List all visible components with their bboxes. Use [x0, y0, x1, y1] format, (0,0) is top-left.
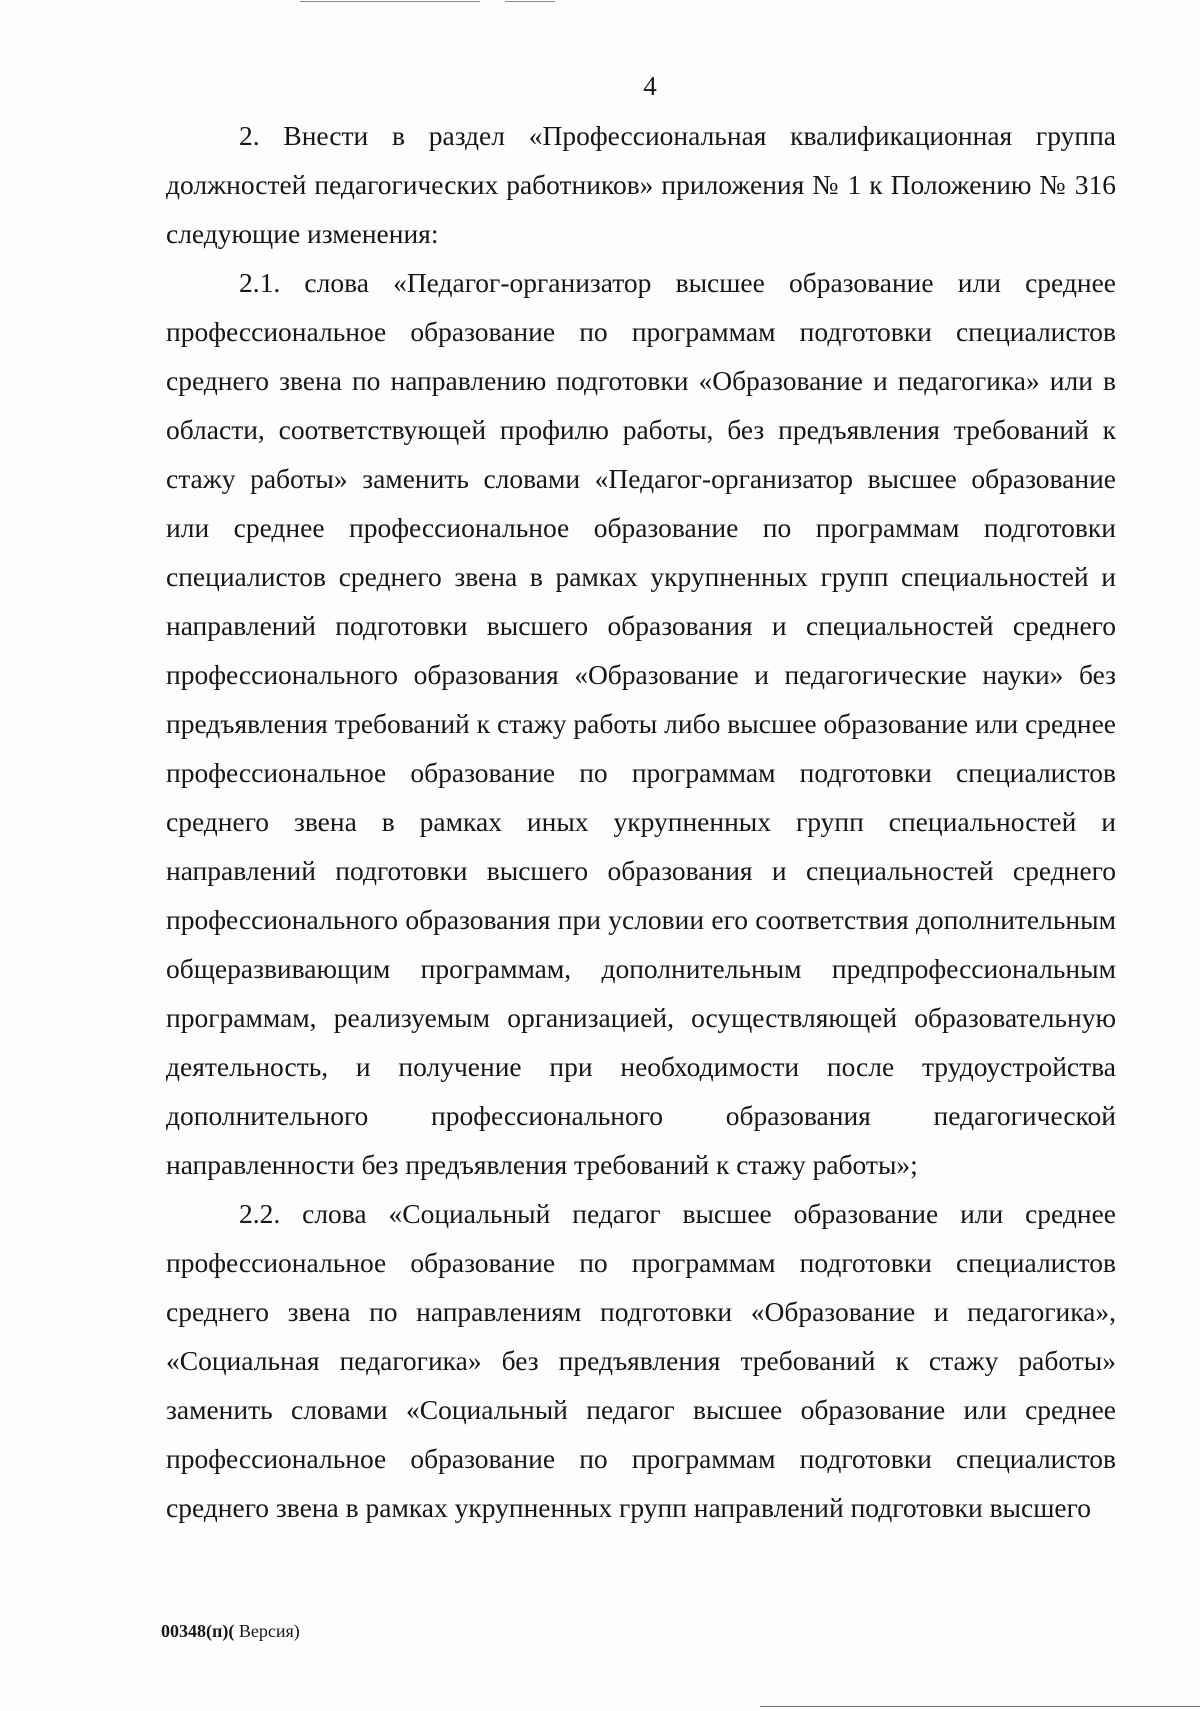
scan-artifact-line [300, 1, 480, 2]
paragraph-item-2-1: 2.1. слова «Педагог-организатор высшее образование или среднее профессиональное образование по программам подготовки специалистов среднего звена по направлению подготовки «Образование и педагогика» или в области, соответствующей профилю работы, без предъявления требований к стажу работы» заменить словами «Педагог-организатор высшее образование или среднее профессиональное образование по программам подготовки специалистов среднего звена в рамках укрупненных групп специальностей и направлений подготовки высшего образования и специальностей среднего профессионального образования «Образование и педагогические науки» без предъявления требований к стажу работы либо высшее образование или среднее профессиональное образование по программам подготовки специалистов среднего звена в рамках иных укрупненных групп специальностей и направлений подготовки высшего образования и специальностей среднего профессионального образования при условии его соответствия дополнительным общеразвивающим программам, дополнительным предпрофессиональным программам, реализуемым организацией, осуществляющей образовательную деятельность, и получение при необходимости после трудоустройства дополнительного профессионального образования педагогической направленности без предъявления требований к стажу работы»; [166, 267, 1116, 1180]
scan-artifact-line [760, 1706, 1200, 1707]
footer-version-label: Версия) [234, 1621, 300, 1641]
document-body [166, 111, 1116, 1532]
paragraph-item-2: 2. Внести в раздел «Профессиональная квалификационная группа должностей педагогических работников» приложения № 1 к Положению № 316 следующие изменения: [166, 120, 1116, 249]
page-number: 4 [643, 71, 657, 101]
document-footer-code [161, 1619, 300, 1643]
scan-artifact-line [505, 1, 555, 2]
footer-code-number: 00348(п)( [161, 1621, 235, 1641]
paragraph-item-2-2: 2.2. слова «Социальный педагог высшее образование или среднее профессиональное образование по программам подготовки специалистов среднего звена по направлениям подготовки «Образование и педагогика», «Социальная педагогика» без предъявления требований к стажу работы» заменить словами «Социальный педагог высшее образование или среднее профессиональное образование по программам подготовки специалистов среднего звена в рамках укрупненных групп направлений подготовки высшего [166, 1198, 1116, 1523]
